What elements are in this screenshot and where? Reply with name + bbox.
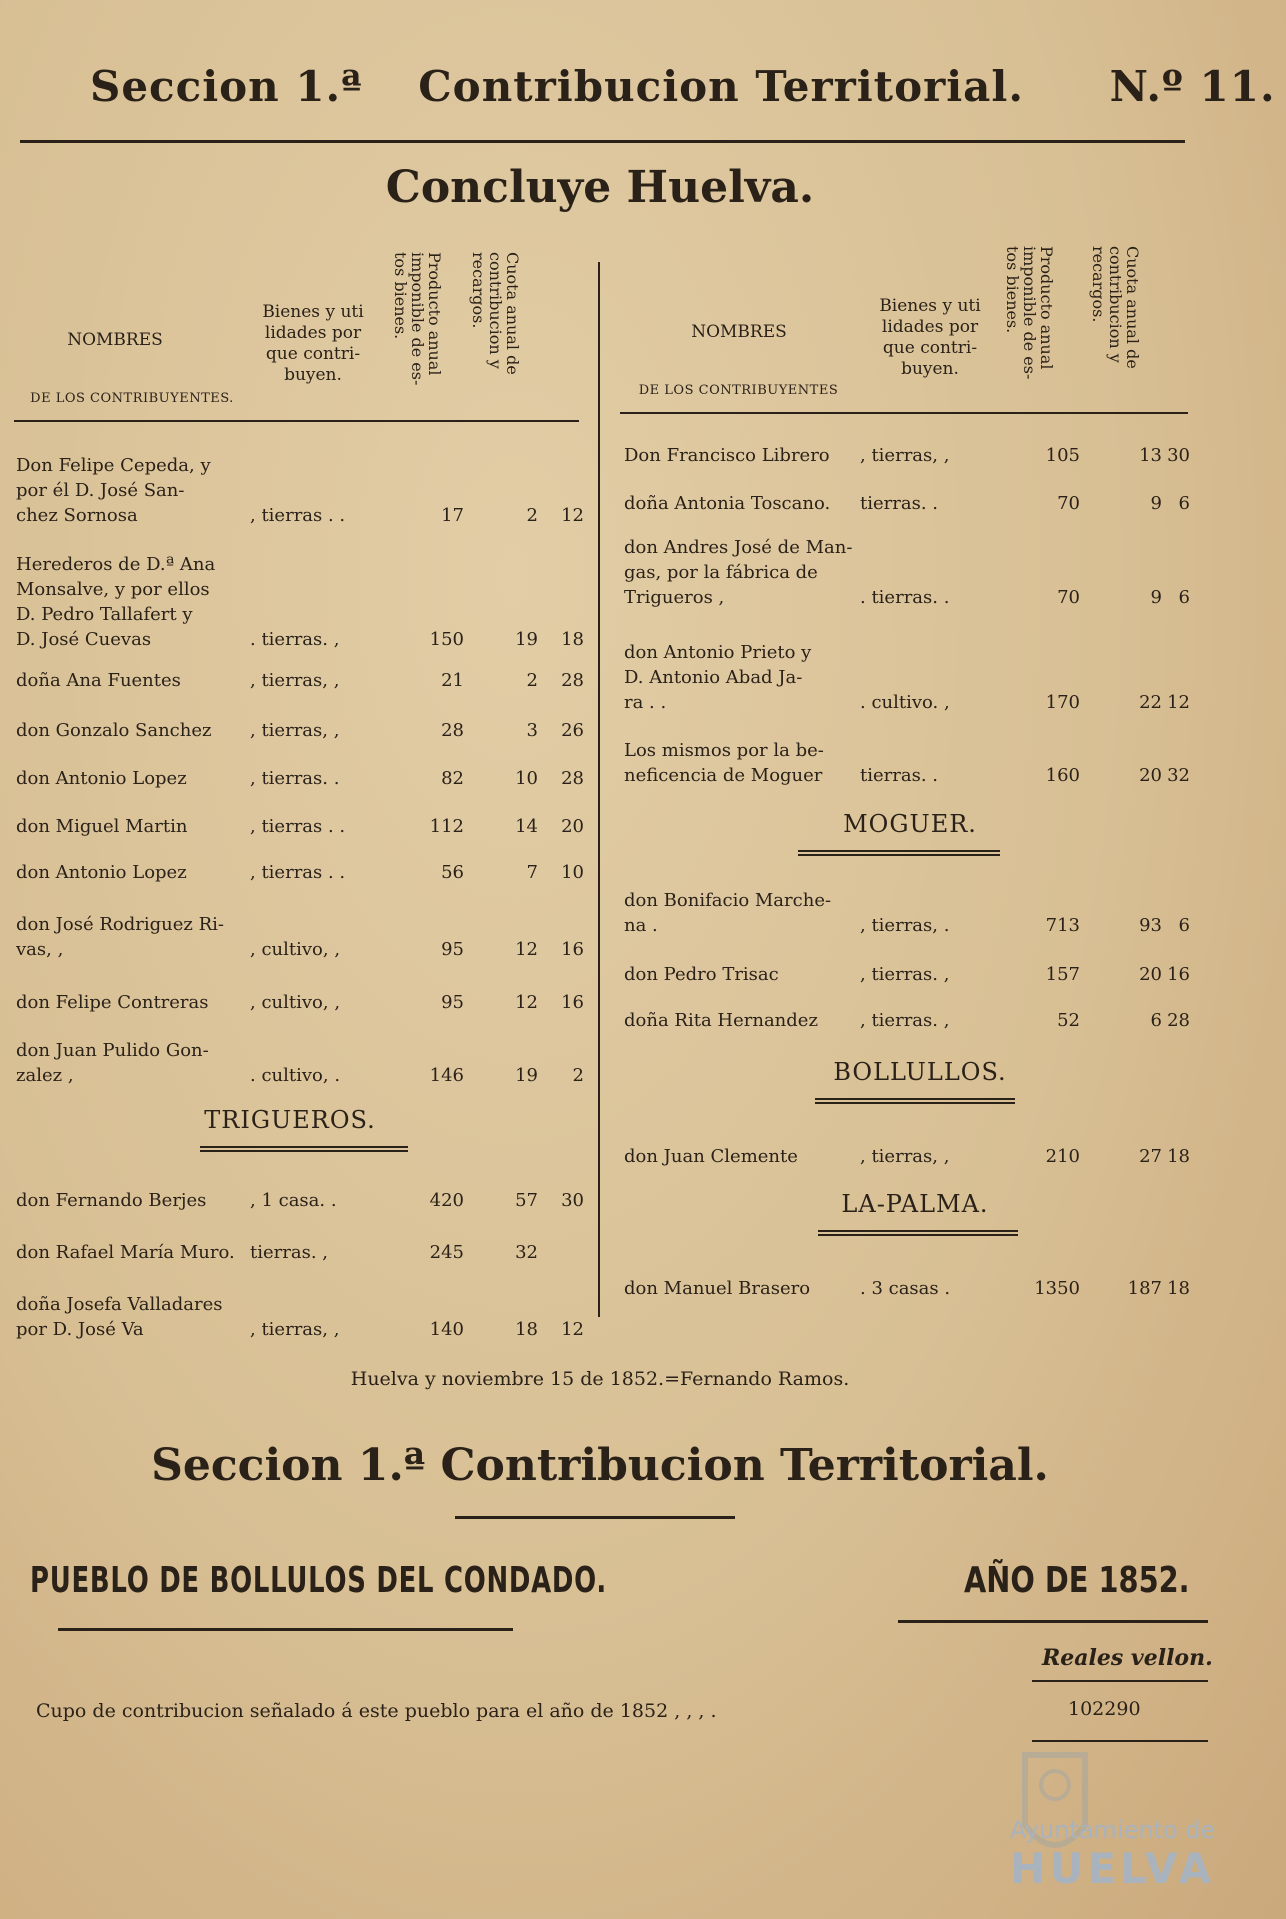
producto-cell: 150 <box>429 629 464 650</box>
producto-cell: 105 <box>1045 445 1080 466</box>
producto-cell: 17 <box>441 505 464 526</box>
header-section: Seccion 1.ª <box>90 62 363 111</box>
producto-cell: 95 <box>441 992 464 1013</box>
cuota-maravedis-cell: 18 <box>561 629 584 650</box>
cuota-maravedis-cell: 30 <box>561 1190 584 1211</box>
left-heading-rule <box>14 420 579 422</box>
producto-cell: 140 <box>429 1319 464 1340</box>
cuota-maravedis-cell: 28 <box>561 768 584 789</box>
contributor-name: don José Rodriguez Ri- vas, , <box>16 914 224 960</box>
producto-cell: 70 <box>1057 587 1080 608</box>
reales-label: Reales vellon. <box>1042 1645 1213 1671</box>
bienes-cell: . tierras. , <box>250 629 340 650</box>
bienes-cell: , tierras, , <box>250 1319 340 1340</box>
section2-rule <box>455 1516 735 1519</box>
reales-rule <box>1032 1680 1208 1682</box>
bienes-cell: . cultivo. , <box>860 692 950 713</box>
contributor-name: doña Josefa Valladares por D. José Va <box>16 1294 223 1340</box>
section-lapalma: LA-PALMA. <box>841 1190 989 1218</box>
bienes-cell: , tierras. , <box>860 1010 950 1031</box>
cupo-text: Cupo de contribucion señalado á este pueblo para el año de 1852 , , , . <box>36 1700 717 1722</box>
producto-cell: 146 <box>429 1065 464 1086</box>
contributor-name: doña Rita Hernandez <box>624 1010 818 1031</box>
producto-cell: 56 <box>441 862 464 883</box>
bienes-cell: . tierras. . <box>860 587 950 608</box>
contributor-name: don Rafael María Muro. <box>16 1242 235 1263</box>
pueblo-heading: PUEBLO DE BOLLULOS DEL CONDADO. <box>30 1560 607 1601</box>
cuota-reales-cell: 187 <box>1127 1278 1162 1299</box>
cuota-reales-cell: 12 <box>515 939 538 960</box>
cuota-reales-cell: 20 <box>1139 964 1162 985</box>
moguer-rule <box>798 850 1000 856</box>
header-title: Contribucion Territorial. <box>418 62 1024 111</box>
cuota-maravedis-cell: 12 <box>561 1319 584 1340</box>
header-rule <box>20 140 1185 143</box>
bienes-cell: , tierras, , <box>250 720 340 741</box>
section-bollullos: BOLLULLOS. <box>833 1058 1007 1086</box>
contributor-name: don Juan Clemente <box>624 1146 798 1167</box>
cuota-maravedis-cell: 12 <box>561 505 584 526</box>
cuota-reales-cell: 6 <box>1150 1010 1162 1031</box>
right-heading-rule <box>620 412 1188 414</box>
contributor-name: don Antonio Prieto y D. Antonio Abad Ja- ra . . <box>624 642 812 713</box>
producto-cell: 210 <box>1045 1146 1080 1167</box>
bienes-cell: . cultivo, . <box>250 1065 341 1086</box>
cuota-maravedis-cell: 6 <box>1178 587 1190 608</box>
contributor-name: don Gonzalo Sanchez <box>16 720 212 741</box>
cuota-reales-cell: 7 <box>526 862 538 883</box>
cuota-reales-cell: 27 <box>1139 1146 1162 1167</box>
contributor-name: Herederos de D.ª Ana Monsalve, y por ellos D. Pedro Tallafert y D. José Cuevas <box>16 554 216 650</box>
ano-rule <box>898 1620 1208 1623</box>
left-bienes-heading: Bienes y uti lidades por que contri- buyen. <box>262 302 364 385</box>
bienes-cell: , tierras, . <box>860 915 950 936</box>
contributor-name: don Fernando Berjes <box>16 1190 207 1211</box>
producto-cell: 160 <box>1045 765 1080 786</box>
cuota-maravedis-cell: 28 <box>561 670 584 691</box>
section-moguer: MOGUER. <box>843 810 977 838</box>
contributor-name: don Andres José de Man- gas, por la fábrica de Trigueros , <box>624 537 853 608</box>
cuota-maravedis-cell: 6 <box>1178 915 1190 936</box>
producto-cell: 21 <box>441 670 464 691</box>
right-bienes-heading: Bienes y uti lidades por que contri- buyen. <box>879 296 981 379</box>
cuota-maravedis-cell: 12 <box>1167 692 1190 713</box>
watermark-line2: HUELVA <box>1010 1844 1216 1893</box>
producto-cell: 1350 <box>1034 1278 1080 1299</box>
contributor-name: don Antonio Lopez <box>16 768 187 789</box>
right-producto-heading: Producto anual imponible de es- tos bienes. <box>1003 246 1056 380</box>
section2-title: Seccion 1.ª Contribucion Territorial. <box>151 1440 1049 1491</box>
cuota-reales-cell: 13 <box>1139 445 1162 466</box>
right-cuota-heading: Cuota anual de contribucion y recargos. <box>1089 246 1142 369</box>
signature: Huelva y noviembre 15 de 1852.=Fernando Ramos. <box>350 1368 850 1390</box>
right-contribuyentes-heading: DE LOS CONTRIBUYENTES <box>638 383 839 398</box>
left-cuota-heading: Cuota anual de contribucion y recargos. <box>469 252 522 375</box>
cuota-maravedis-cell: 16 <box>1167 964 1190 985</box>
contributor-name: don Manuel Brasero <box>624 1278 811 1299</box>
bienes-cell: tierras. . <box>860 765 938 786</box>
producto-cell: 713 <box>1045 915 1080 936</box>
contributor-name: don Juan Pulido Gon- zalez , <box>16 1040 209 1086</box>
cuota-maravedis-cell: 20 <box>561 816 584 837</box>
bienes-cell: tierras. , <box>250 1242 328 1263</box>
contributor-name: don Miguel Martin <box>16 816 188 837</box>
bienes-cell: , cultivo, , <box>250 992 341 1013</box>
section-trigueros: TRIGUEROS. <box>204 1106 376 1134</box>
cuota-maravedis-cell: 6 <box>1178 493 1190 514</box>
producto-cell: 70 <box>1057 493 1080 514</box>
bienes-cell: , tierras . . <box>250 862 346 883</box>
column-divider <box>598 262 600 1317</box>
producto-cell: 157 <box>1045 964 1080 985</box>
bienes-cell: , tierras, , <box>860 1146 950 1167</box>
header-number: N.º 11. <box>1109 62 1276 111</box>
trigueros-rule <box>200 1146 408 1152</box>
cuota-maravedis-cell: 16 <box>561 992 584 1013</box>
contributor-name: doña Ana Fuentes <box>16 670 181 691</box>
cuota-maravedis-cell: 10 <box>561 862 584 883</box>
bienes-cell: tierras. . <box>860 493 938 514</box>
cuota-maravedis-cell: 16 <box>561 939 584 960</box>
page-header <box>90 62 1276 111</box>
cuota-reales-cell: 12 <box>515 992 538 1013</box>
cupo-rule <box>1032 1740 1208 1742</box>
cuota-reales-cell: 2 <box>526 670 538 691</box>
cuota-reales-cell: 57 <box>515 1190 538 1211</box>
bollullos-rule <box>815 1098 1015 1104</box>
cuota-reales-cell: 14 <box>515 816 538 837</box>
left-producto-heading: Producto anual imponible de es- tos bienes. <box>391 252 444 386</box>
cuota-reales-cell: 19 <box>515 629 538 650</box>
pueblo-rule <box>58 1628 513 1631</box>
cuota-reales-cell: 9 <box>1150 493 1162 514</box>
cuota-maravedis-cell: 18 <box>1167 1278 1190 1299</box>
producto-cell: 52 <box>1057 1010 1080 1031</box>
cuota-reales-cell: 32 <box>515 1242 538 1263</box>
producto-cell: 245 <box>429 1242 464 1263</box>
bienes-cell: , tierras, , <box>250 670 340 691</box>
contributor-name: don Antonio Lopez <box>16 862 187 883</box>
bienes-cell: , 1 casa. . <box>250 1190 337 1211</box>
contributor-name: doña Antonia Toscano. <box>624 493 831 514</box>
producto-cell: 170 <box>1045 692 1080 713</box>
contributor-name: don Bonifacio Marche- na . <box>624 890 832 936</box>
cupo-value: 102290 <box>1068 1698 1141 1720</box>
page-title: Concluye Huelva. <box>385 162 815 213</box>
cuota-maravedis-cell: 28 <box>1167 1010 1190 1031</box>
producto-cell: 95 <box>441 939 464 960</box>
cuota-maravedis-cell: 18 <box>1167 1146 1190 1167</box>
right-nombres-heading: NOMBRES <box>691 322 787 342</box>
cuota-maravedis-cell: 2 <box>572 1065 584 1086</box>
contributor-name: Don Francisco Librero <box>624 445 830 466</box>
bienes-cell: . 3 casas . <box>860 1278 951 1299</box>
cuota-maravedis-cell: 26 <box>561 720 584 741</box>
cuota-reales-cell: 2 <box>526 505 538 526</box>
cuota-reales-cell: 9 <box>1150 587 1162 608</box>
left-contribuyentes-heading: DE LOS CONTRIBUYENTES. <box>30 391 234 406</box>
cuota-reales-cell: 3 <box>526 720 538 741</box>
cuota-reales-cell: 22 <box>1139 692 1162 713</box>
producto-cell: 112 <box>429 816 464 837</box>
producto-cell: 420 <box>429 1190 464 1211</box>
ano-heading: AÑO DE 1852. <box>964 1560 1190 1601</box>
cuota-maravedis-cell: 32 <box>1167 765 1190 786</box>
lapalma-rule <box>818 1230 1018 1236</box>
bienes-cell: , tierras . . <box>250 816 346 837</box>
contributor-name: Don Felipe Cepeda, y por él D. José San- chez Sornosa <box>16 455 211 526</box>
contributor-name: don Felipe Contreras <box>16 992 209 1013</box>
watermark-line1: Ayuntamiento de <box>1010 1816 1216 1844</box>
cuota-maravedis-cell: 30 <box>1167 445 1190 466</box>
cuota-reales-cell: 19 <box>515 1065 538 1086</box>
cuota-reales-cell: 20 <box>1139 765 1162 786</box>
bienes-cell: , tierras, , <box>860 445 950 466</box>
producto-cell: 28 <box>441 720 464 741</box>
cuota-reales-cell: 93 <box>1139 915 1162 936</box>
producto-cell: 82 <box>441 768 464 789</box>
contributor-name: Los mismos por la be- neficencia de Moguer <box>624 740 824 786</box>
left-nombres-heading: NOMBRES <box>67 330 163 350</box>
contributor-name: don Pedro Trisac <box>624 964 779 985</box>
bienes-cell: , tierras. , <box>860 964 950 985</box>
bienes-cell: , cultivo, , <box>250 939 341 960</box>
bienes-cell: , tierras. . <box>250 768 340 789</box>
cuota-reales-cell: 10 <box>515 768 538 789</box>
cuota-reales-cell: 18 <box>515 1319 538 1340</box>
bienes-cell: , tierras . . <box>250 505 346 526</box>
